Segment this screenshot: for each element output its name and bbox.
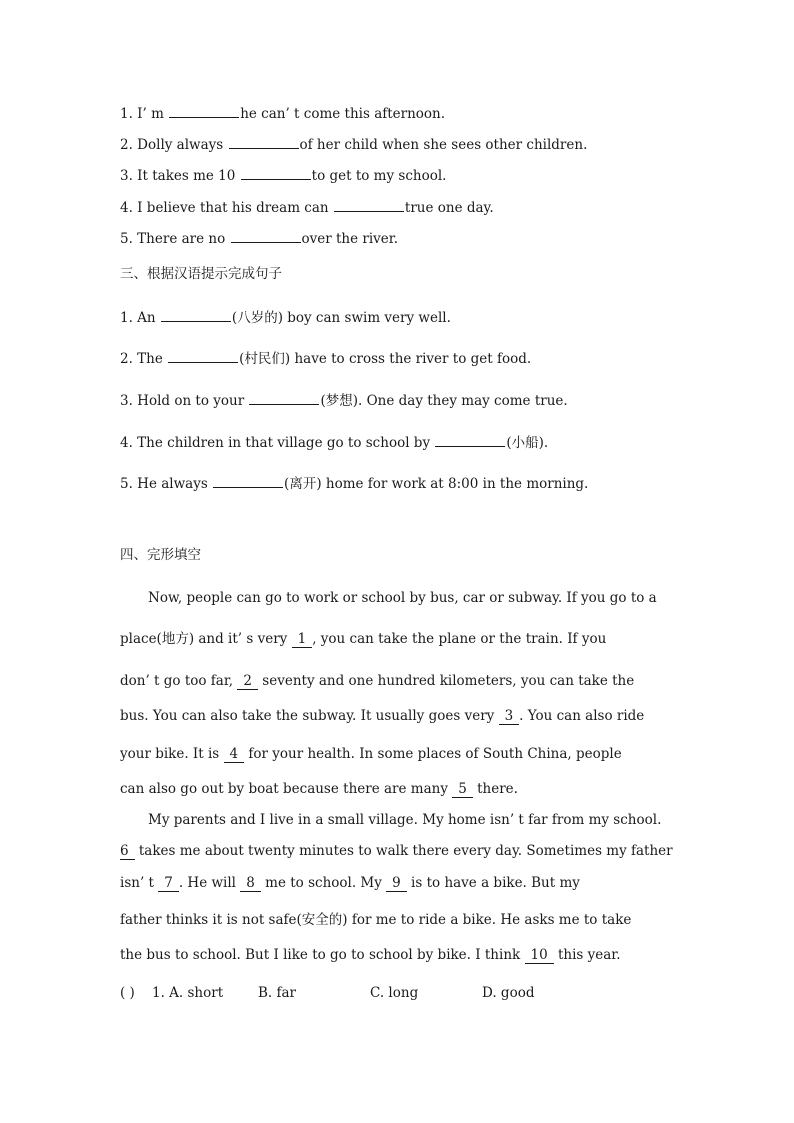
- cloze-blank-6[interactable]: 6: [120, 844, 135, 860]
- answer-blank[interactable]: [168, 349, 238, 363]
- p2-line-1: My parents and I live in a small village. My home isn’ t far from my school.: [148, 812, 662, 828]
- s3-item-2: 2. The (村民们) have to cross the river to get food.: [120, 351, 532, 367]
- s2-item-2: 2. Dolly always of her child when she sees other children.: [120, 137, 588, 153]
- option-c[interactable]: C. long: [370, 985, 419, 1001]
- answer-blank[interactable]: [241, 166, 311, 180]
- s3-item-5: 5. He always (离开) home for work at 8:00 in the morning.: [120, 476, 589, 492]
- option-a[interactable]: 1. A. short: [152, 985, 224, 1001]
- s3-item-4: 4. The children in that village go to school by (小船).: [120, 435, 549, 451]
- s2-item-5: 5. There are no over the river.: [120, 231, 399, 247]
- section4-title: 四、完形填空: [120, 547, 201, 563]
- cloze-blank-3[interactable]: 3: [499, 709, 520, 725]
- cloze-blank-7[interactable]: 7: [158, 876, 179, 892]
- section3-title: 三、根据汉语提示完成句子: [120, 266, 282, 282]
- cloze-blank-2[interactable]: 2: [237, 674, 258, 690]
- p2-line-4: father thinks it is not safe(安全的) for me to ride a bike. He asks me to take: [120, 912, 632, 928]
- s3-item-3: 3. Hold on to your (梦想). One day they may come true.: [120, 393, 568, 409]
- option-b[interactable]: B. far: [258, 985, 297, 1001]
- cloze-blank-9[interactable]: 9: [386, 876, 407, 892]
- p1-line-1: Now, people can go to work or school by bus, car or subway. If you go to a: [148, 590, 657, 606]
- answer-blank[interactable]: [249, 391, 319, 405]
- p2-line-3: isn’ t 7 . He will 8 me to school. My 9 is to have a bike. But my: [120, 875, 580, 891]
- p1-line-3: don’ t go too far, 2 seventy and one hundred kilometers, you can take the: [120, 673, 635, 689]
- s2-item-4: 4. I believe that his dream can true one day.: [120, 200, 494, 216]
- cloze-blank-8[interactable]: 8: [240, 876, 261, 892]
- answer-blank[interactable]: [169, 104, 239, 118]
- p2-line-5: the bus to school. But I like to go to school by bike. I think 10 this year.: [120, 947, 621, 963]
- cloze-blank-1[interactable]: 1: [292, 632, 313, 648]
- answer-blank[interactable]: [231, 229, 301, 243]
- p1-line-4: bus. You can also take the subway. It usually goes very 3 . You can also ride: [120, 708, 645, 724]
- s3-item-1: 1. An (八岁的) boy can swim very well.: [120, 310, 451, 326]
- answer-blank[interactable]: [161, 308, 231, 322]
- option-d[interactable]: D. good: [482, 985, 535, 1001]
- question-1: [120, 984, 534, 1002]
- p1-line-6: can also go out by boat because there are many 5 there.: [120, 781, 518, 797]
- p1-line-2: place(地方) and it’ s very 1 , you can take the plane or the train. If you: [120, 631, 607, 647]
- s2-item-3: 3. It takes me 10 to get to my school.: [120, 168, 447, 184]
- answer-blank[interactable]: [435, 433, 505, 447]
- answer-blank[interactable]: [334, 198, 404, 212]
- cloze-blank-5[interactable]: 5: [452, 782, 473, 798]
- cloze-blank-4[interactable]: 4: [224, 747, 245, 763]
- answer-parens[interactable]: ( ): [120, 985, 135, 1001]
- answer-blank[interactable]: [229, 135, 299, 149]
- p2-line-2: 6 takes me about twenty minutes to walk there every day. Sometimes my father: [120, 843, 673, 859]
- answer-blank[interactable]: [213, 474, 283, 488]
- p1-line-5: your bike. It is 4 for your health. In some places of South China, people: [120, 746, 622, 762]
- s2-item-1: 1. I’ m he can’ t come this afternoon.: [120, 106, 446, 122]
- cloze-blank-10[interactable]: 10: [525, 948, 554, 964]
